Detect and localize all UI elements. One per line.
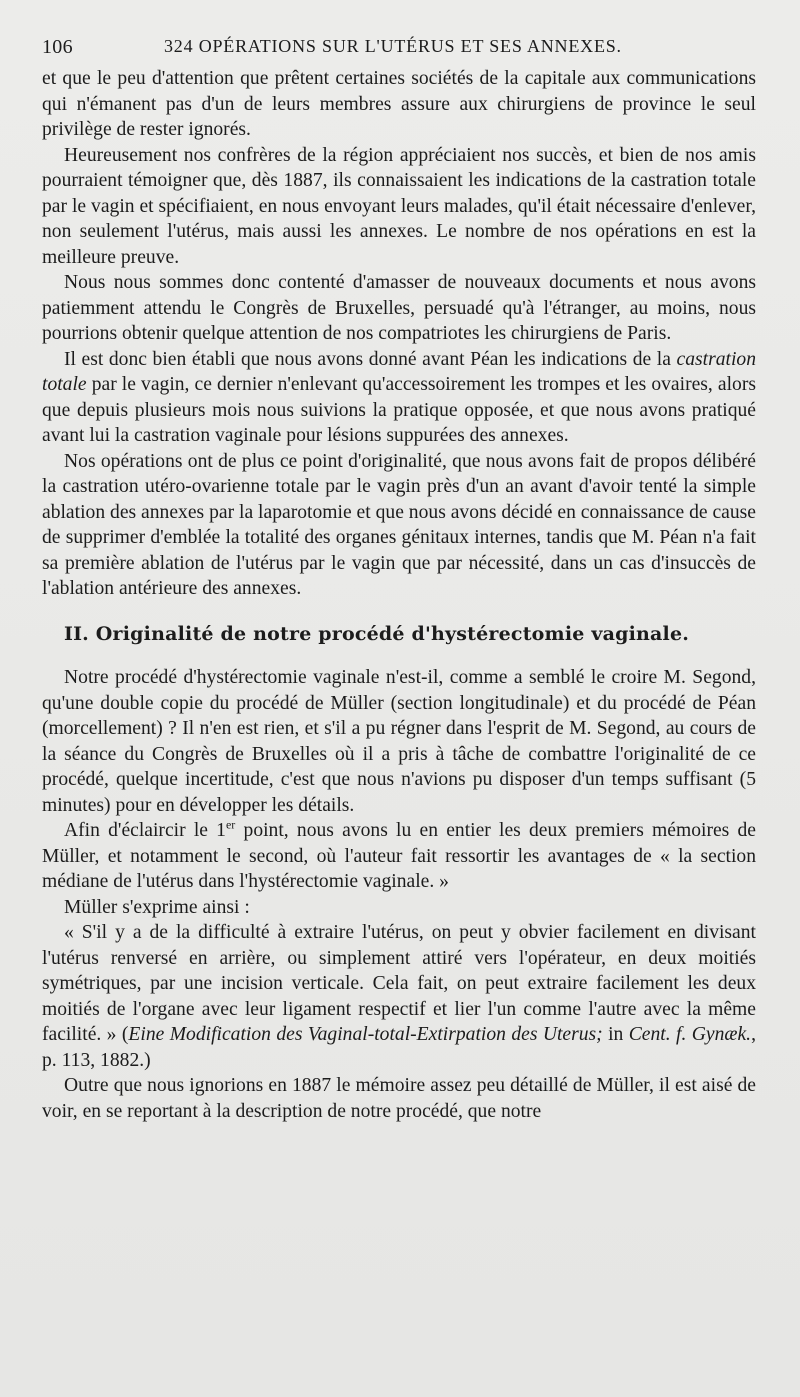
italic-run: Cent. f. Gynæk. (628, 1024, 752, 1045)
text-run: point, nous avons lu en entier les deux premiers mémoires de Müller, et notamment le second, où l'auteur fait ressortir les avantages de « la section médiane de l'utérus dans l'hystérectomie vaginale. » (42, 820, 756, 892)
section-heading: II. Originalité de notre procédé d'hystérectomie vaginale. (64, 622, 690, 645)
paragraph: Nous nous sommes donc contenté d'amasser de nouveaux documents et nous avons patiemment attendu le Congrès de Bruxelles, persuadé qu'à l'étranger, au moins, nous pourrions obtenir quelque attention de nos compatriotes les chirurgiens de Paris. (42, 272, 756, 344)
italic-run: castration totale (42, 348, 756, 395)
paragraph: Nos opérations ont de plus ce point d'originalité, que nous avons fait de propos délibéré la castration utéro-ovarienne totale par le vagin près d'un an avant d'avoir tenté la simple ablation des annexes par la laparotomie et que nous avons décidé en connaissance de cause de supprimer d'emblée la totalité des organes génitaux internes, tandis que M. Péan n'a fait sa première ablation de l'utérus par le vagin que par nécessité, dans un cas d'insuccès de l'ablation antérieure des annexes. (42, 450, 756, 599)
text-run: in (602, 1024, 629, 1045)
paragraph: Notre procédé d'hystérectomie vaginale n'est-il, comme a semblé le croire M. Segond, qu'une double copie du procédé de Müller (section longitudinale) et du procédé de Péan (morcellement) ? Il n'en est rien, et s'il a pu régner dans l'esprit de M. Segond, au cours de la séance du Congrès de Bruxelles où il a pris à tâche de combattre l'originalité de ce procédé, quelque incertitude, c'est que nous n'avions pu disposer d'un temps suffisant (5 minutes) pour en développer les détails. (42, 667, 756, 816)
paragraph: Outre que nous ignorions en 1887 le mémoire assez peu détaillé de Müller, il est aisé de voir, en se reportant à la description de notre procédé, que notre (42, 1075, 756, 1122)
paragraph: Müller s'exprime ainsi : (64, 896, 250, 918)
italic-run: Eine Modification des Vaginal-total-Extirpation des Uterus; (128, 1024, 603, 1045)
text-run: , p. 113, 1882.) (42, 1024, 756, 1071)
text-run: Il est donc bien établi que nous avons donné avant Péan les indications de la (64, 348, 677, 370)
paragraph: et que le peu d'attention que prêtent certaines sociétés de la capitale aux communications qui n'émanent pas d'un de leurs membres assure aux chirurgiens de province le seul privilège de rester ignorés. (42, 68, 756, 140)
body-text (42, 66, 756, 1124)
text-run: « S'il y a de la difficulté à extraire l'utérus, on peut y obvier facilement en divisant l'utérus renversé en arrière, ou simplement attiré vers l'opérateur, en deux moitiés symétriques, par une incision verticale. Cela fait, on peut extraire facilement les deux moitiés de l'organe avec leur ligament respectif et lier l'un comme l'autre avec la même facilité. » ( (42, 922, 756, 1045)
running-head: 324 OPÉRATIONS SUR L'UTÉRUS ET SES ANNEXES. (164, 36, 622, 56)
page-header (42, 30, 760, 64)
superscript: er (225, 817, 236, 832)
paragraph: Heureusement nos confrères de la région appréciaient nos succès, et bien de nos amis pourraient témoigner que, dès 1887, ils connaissaient les indications de la castration totale par le vagin et spécifiaient, en nous envoyant leurs malades, qu'il était nécessaire d'enlever, non seulement l'utérus, mais aussi les annexes. Le nombre de nos opérations en est la meilleure preuve. (42, 144, 756, 268)
text-run: par le vagin, ce dernier n'enlevant qu'accessoirement les trompes et les ovaires, alors que depuis plusieurs mois nous suivions la pratique opposée, et que nous avons pratiqué avant lui la castration vaginale pour lésions suppurées des annexes. (42, 374, 756, 446)
paragraph (42, 818, 756, 895)
page-number: 106 (42, 36, 73, 58)
text-run: Afin d'éclaircir le 1 (64, 820, 226, 841)
paragraph (42, 347, 756, 449)
quote-paragraph (42, 920, 756, 1073)
